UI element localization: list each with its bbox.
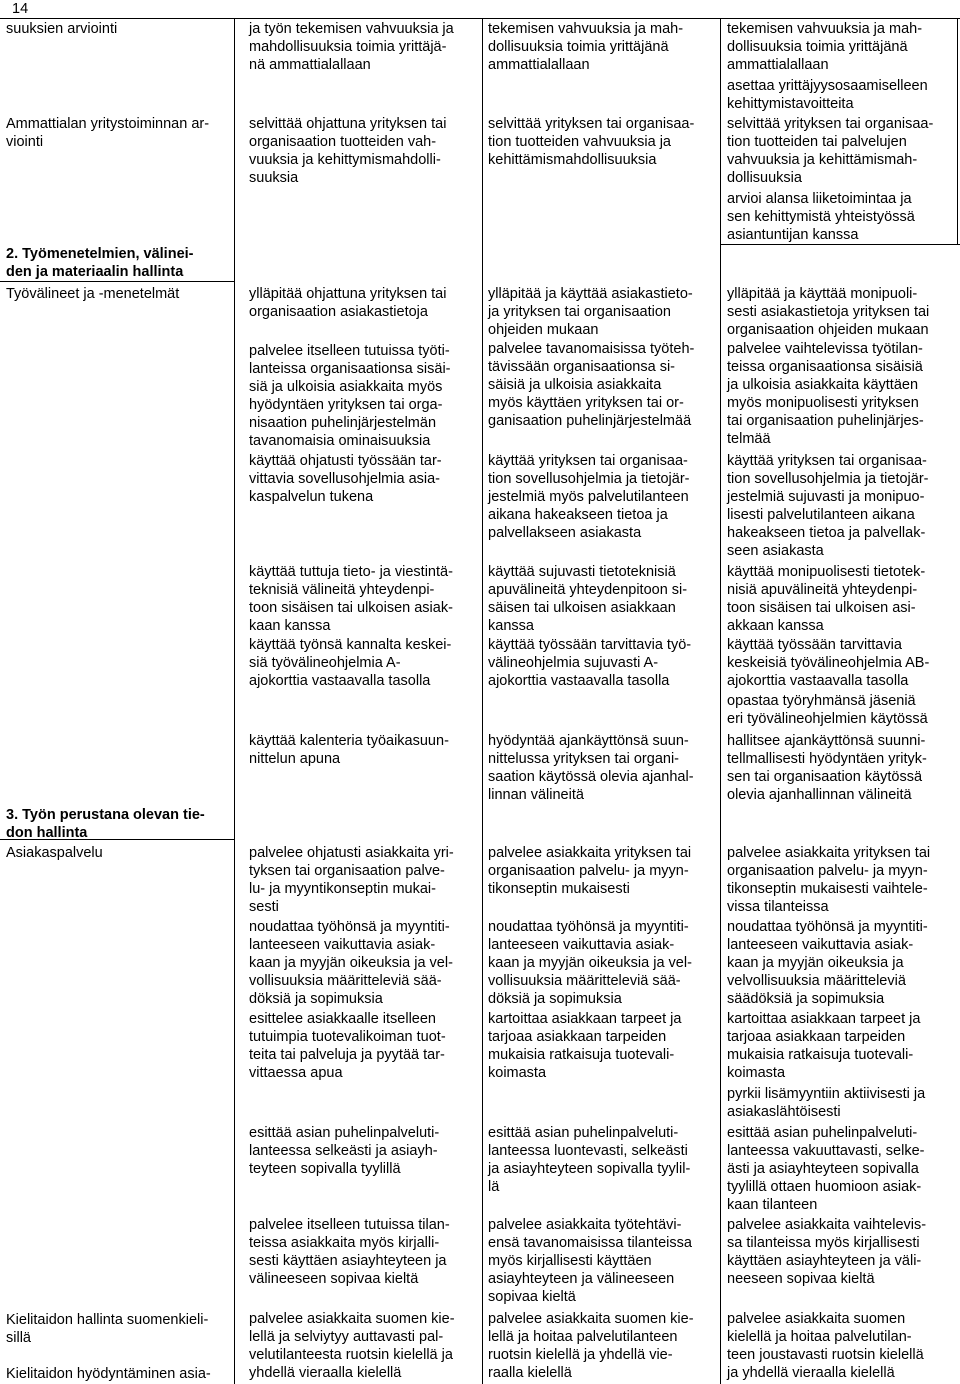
criteria-cell: esittelee asiakkaalle itselleen tutuimpia tuotevalikoiman tuot- teita tai palveluja ja pyytää tar- vittaessa apua [249,1011,446,1081]
criteria-cell: ylläpitää ja käyttää asiakastieto- ja yrityksen tai organisaation ohjeiden mukaan [488,286,693,338]
criteria-cell: kartoittaa asiakkaan tarpeet ja tarjoaa asiakkaan tarpeiden mukaisia ratkaisuja tuotevali- koimasta [727,1011,921,1081]
page-number: 14 [12,1,29,17]
column-divider [957,18,958,244]
criteria-cell: palvelee asiakkaita työtehtävi- ensä tavanomaisissa tilanteissa myös kirjallisesti käyttäen asiayhteyteen ja välineeseen sopivaa kieltä [488,1217,692,1305]
criteria-cell: palvelee asiakkaita yrityksen tai organisaation palvelu- ja myyn- tikonseptin mukaisesti [488,845,692,897]
criteria-cell: esittää asian puhelinpalveluti- lanteessa luontevasti, selkeästi ja asiayhteyteen sopivalla tyylil- lä [488,1125,691,1195]
criteria-cell: palvelee asiakkaita yrityksen tai organisaation palvelu- ja myyn- tikonseptin mukaisesti vaihtele- vissa tilanteissa [727,845,931,915]
criteria-cell: palvelee asiakkaita suomen kie- lellä ja hoitaa palvelutilanteen ruotsin kielellä ja yhdellä vie- raalla kielellä [488,1311,694,1381]
criteria-cell: tekemisen vahvuuksia ja mah- dollisuuksia toimia yrittäjänä ammattialallaan [488,21,684,73]
row-label: Asiakaspalvelu [6,845,103,861]
criteria-cell: palvelee itselleen tutuissa työti- lanteissa organisaationsa sisäi- siä ja ulkoisia asiakkaita myös hyödyntäen yrityksen tai orga- nisaation puhelinjärjestelmän tavanomaisia ominaisuuksia [249,343,451,449]
criteria-cell: palvelee ohjatusti asiakkaita yri- tyksen tai organisaation palve- lu- ja myyntikonseptin mukai- sesti [249,845,454,915]
criteria-cell: esittää asian puhelinpalveluti- lanteessa vakuuttavasti, selke- ästi ja asiayhteyteen sopivalla tyylillä ottaen huomioon asiak- kaan tilanteen [727,1125,925,1213]
criteria-cell: hyödyntää ajankäyttönsä suun- nittelussa yrityksen tai organi- saation käytössä olevia ajanhal- linnan välineitä [488,733,694,803]
criteria-cell: käyttää ohjatusti työssään tar- vittavia sovellusohjelmia asia- kaspalvelun tukena [249,453,442,505]
criteria-cell: hallitsee ajankäyttönsä suunni- tellmallisesti hyödyntäen yrityk- sen tai organisaation käytössä olevia ajanhallinnan välineitä [727,733,927,803]
criteria-cell: tekemisen vahvuuksia ja mah- dollisuuksia toimia yrittäjänä ammattialallaan [727,21,923,73]
criteria-cell: käyttää tuttuja tieto- ja viestintä- teknisiä välineitä yhteydenpi- toon sisäisen tai ulkoisen asiak- kaan kanssa [249,564,453,634]
criteria-cell: käyttää monipuolisesti tietotek- nisiä apuvälineitä yhteydenpi- toon sisäisen tai ulkoisen asi- akkaan kanssa [727,564,926,634]
criteria-cell: selvittää yrityksen tai organisaa- tion tuotteiden vahvuuksia ja kehittämismahdollisuuksia [488,116,695,168]
criteria-cell: selvittää ohjattuna yrityksen tai organisaation tuotteiden vah- vuuksia ja kehittymismahdolli- suuksia [249,116,447,186]
criteria-cell: palvelee vaihtelevissa työtilan- teissa organisaationsa sisäisiä ja ulkoisia asiakkaita käyttäen myös monipuolisesti yrityksen tai organisaation puhelinjärjes- telmää [727,341,924,447]
criteria-cell: esittää asian puhelinpalveluti- lanteessa selkeästi ja asiayh- teyteen sopivalla tyylillä [249,1125,440,1177]
criteria-cell: noudattaa työhönsä ja myyntiti- lanteeseen vaikuttavia asiak- kaan ja myyjän oikeuksia ja vel- vollisuuksia määritteleviä sää- döksiä ja sopimuksia [488,919,692,1007]
row-divider [720,244,960,245]
section-heading: 3. Työn perustana olevan tie- don hallinta [6,807,205,841]
criteria-cell: ylläpitää ohjattuna yrityksen tai organisaation asiakastietoja [249,286,447,320]
criteria-cell: arvioi alansa liiketoimintaa ja sen kehittymistä yhteistyössä asiantuntijan kanssa [727,191,915,243]
criteria-cell: käyttää yrityksen tai organisaa- tion sovellusohjelmia ja tietojär- jestelmiä sujuvasti ja monipuo- lisesti palvelutilanteen aikana hakeakseen tietoa ja palvellak- seen asiakasta [727,453,929,559]
criteria-cell: käyttää työnsä kannalta keskei- siä työvälineohjelmia A- ajokorttia vastaavalla tasolla [249,637,452,689]
criteria-cell: palvelee asiakkaita suomen kielellä ja hoitaa palvelutilan- teen joustavasti ruotsin kielellä ja yhdellä vieraalla kielellä [727,1311,924,1381]
section-heading: 2. Työmenetelmien, välinei- den ja materiaalin hallinta [6,246,194,280]
criteria-cell: käyttää työssään tarvittavia keskeisiä työvälineohjelmia AB- ajokorttia vastaavalla tasolla [727,637,930,689]
row-divider [0,281,234,282]
criteria-cell: kartoittaa asiakkaan tarpeet ja tarjoaa asiakkaan tarpeiden mukaisia ratkaisuja tuotevali- koimasta [488,1011,682,1081]
criteria-cell: pyrkii lisämyyntiin aktiivisesti ja asiakaslähtöisesti [727,1086,926,1120]
criteria-cell: palvelee asiakkaita suomen kie- lellä ja selviytyy auttavasti pal- velutilanteesta ruotsin kielellä ja yhdellä vieraalla kielellä [249,1311,455,1381]
column-divider [720,18,721,1384]
criteria-cell: noudattaa työhönsä ja myyntiti- lanteeseen vaikuttavia asiak- kaan ja myyjän oikeuksia ja velvollisuuksia määritteleviä säädöksiä ja sopimuksia [727,919,928,1007]
row-label: Työvälineet ja -menetelmät [6,286,180,302]
criteria-cell: käyttää kalenteria työaikasuun- nittelun apuna [249,733,449,767]
criteria-cell: ja työn tekemisen vahvuuksia ja mahdollisuuksia toimia yrittäjä- nä ammattialallaan [249,21,454,73]
row-label: Kielitaidon hyödyntäminen asia- [6,1366,211,1382]
row-label: Kielitaidon hallinta suomenkieli- sillä [6,1312,209,1346]
criteria-cell: käyttää työssään tarvittavia työ- välineohjelmia sujuvasti A- ajokorttia vastaavalla tasolla [488,637,692,689]
criteria-cell: palvelee tavanomaisissa työteh- tävissään organisaationsa si- säisiä ja ulkoisia asiakkaita myös käyttäen yrityksen tai or- ganisaation puhelinjärjestelmää [488,341,695,429]
criteria-cell: opastaa työryhmänsä jäseniä eri työvälineohjelmien käytössä [727,693,928,727]
criteria-cell: asettaa yrittäjyysosaamiselleen kehittymistavoitteita [727,78,928,112]
column-divider [482,18,483,1384]
table-top-border [0,18,960,19]
criteria-cell: palvelee itselleen tutuissa tilan- teissa asiakkaita myös kirjalli- sesti käyttäen asiayhteyteen ja välineeseen sopivaa kieltä [249,1217,450,1287]
row-label: Ammattialan yritystoiminnan ar- viointi [6,116,210,150]
row-label: suuksien arviointi [6,21,118,37]
criteria-cell: ylläpitää ja käyttää monipuoli- sesti asiakastietoja yrityksen tai organisaation ohjeiden mukaan [727,286,930,338]
column-divider [234,18,235,1384]
criteria-cell: noudattaa työhönsä ja myyntiti- lanteeseen vaikuttavia asiak- kaan ja myyjän oikeuksia ja vel- vollisuuksia määritteleviä sää- döksiä ja sopimuksia [249,919,453,1007]
criteria-cell: selvittää yrityksen tai organisaa- tion tuotteiden tai palvelujen vahvuuksia ja kehittämismah- dollisuuksia [727,116,934,186]
criteria-cell: palvelee asiakkaita vaihtelevis- sa tilanteissa myös kirjallisesti käyttäen asiayhteyteen ja väli- neeseen sopivaa kieltä [727,1217,927,1287]
criteria-cell: käyttää yrityksen tai organisaa- tion sovellusohjelmia ja tietojär- jestelmiä myös palvelutilanteen aikana hakeakseen tietoa ja palvellakseen asiakasta [488,453,690,541]
criteria-cell: käyttää sujuvasti tietoteknisiä apuvälineitä yhteydenpitoon si- säisen tai ulkoisen asiakkaan kanssa [488,564,688,634]
